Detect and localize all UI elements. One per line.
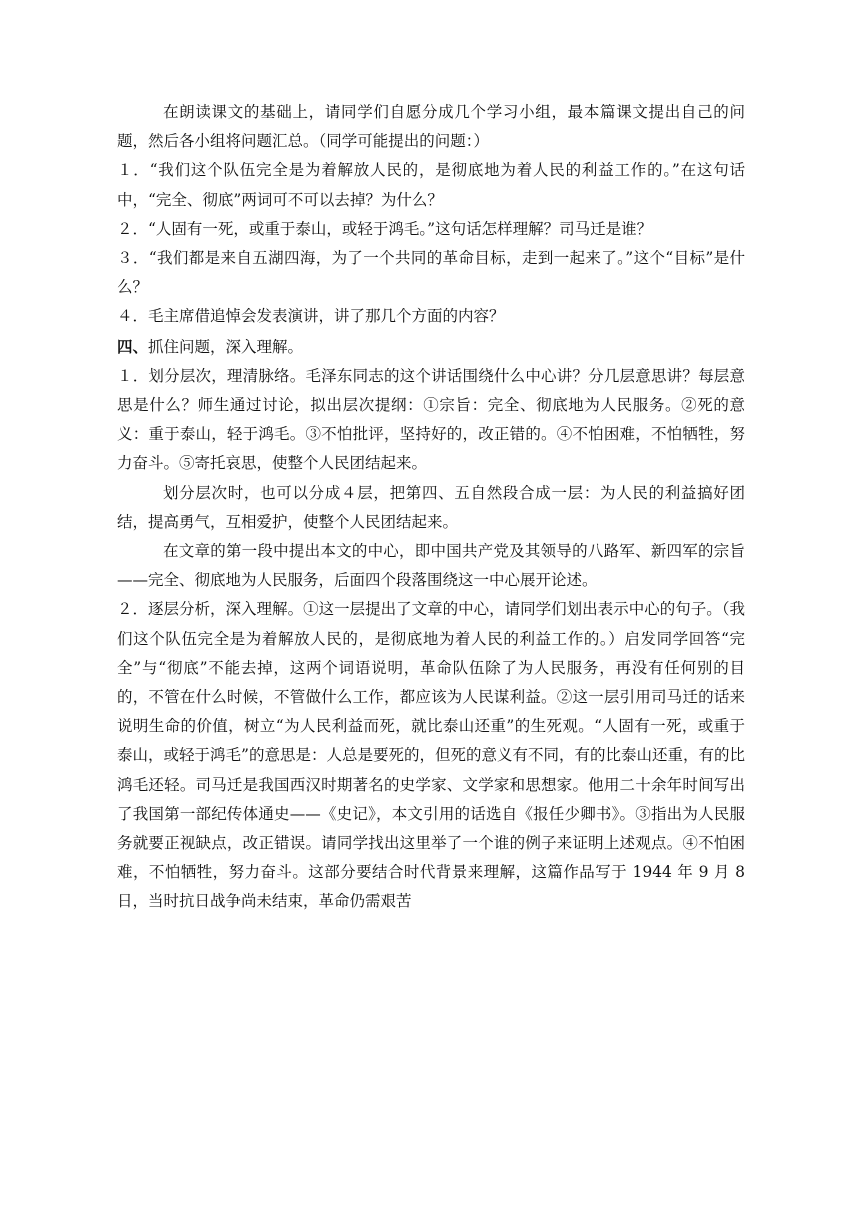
document-body	[117, 98, 745, 917]
layering-note-paragraph: 划分层次时，也可以分成４层，把第四、五自然段合成一层：为人民的利益搞好团结，提高勇气，互相爱护，使整个人民团结起来。	[117, 483, 745, 531]
question-1: １．“我们这个队伍完全是为着解放人民的，是彻底地为着人民的利益工作的。”在这句话中，“完全、彻底”两词可不可以去掉？为什么？	[117, 161, 745, 209]
question-3: ３．“我们都是来自五湖四海，为了一个共同的革命目标，走到一起来了。”这个“目标”是什么？	[117, 249, 745, 297]
step-1-paragraph: １．划分层次，理清脉络。毛泽东同志的这个讲话围绕什么中心讲？分几层意思讲？每层意思是什么？师生通过讨论，拟出层次提纲：①宗旨：完全、彻底地为人民服务。②死的意义：重于泰山，轻于鸿毛。③不怕批评，坚持好的，改正错的。④不怕困难，不怕牺牲，努力奋斗。⑤寄托哀思，使整个人民团结起来。	[117, 366, 745, 473]
question-4: ４．毛主席借追悼会发表演讲，讲了那几个方面的内容？	[117, 307, 505, 326]
step-2-paragraph: ２．逐层分析，深入理解。①这一层提出了文章的中心，请同学们划出表示中心的句子。（我们这个队伍完全是为着解放人民的，是彻底地为着人民的利益工作的。）启发同学回答“完全”与“彻底”不能去掉，这两个词语说明，革命队伍除了为人民服务，再没有任何别的目的，不管在什么时候，不管做什么工作，都应该为人民谋利益。②这一层引用司马迁的话来说明生命的价值，树立“为人民利益而死，就比泰山还重”的生死观。“人固有一死，或重于泰山，或轻于鸿毛”的意思是：人总是要死的，但死的意义有不同，有的比泰山还重，有的比鸿毛还轻。司马迁是我国西汉时期著名的史学家、文学家和思想家。他用二十余年时间写出了我国第一部纪传体通史——《史记》，本文引用的话选自《报任少卿书》。③指出为人民服务就要正视缺点，改正错误。请同学找出这里举了一个谁的例子来证明上述观点。④不怕困难，不怕牺牲，努力奋斗。这部分要结合时代背景来理解，这篇作品写于 1944 年 9 月 8 日，当时抗日战争尚未结束，革命仍需艰苦	[117, 600, 745, 911]
intro-paragraph: 在朗读课文的基础上，请同学们自愿分成几个学习小组，最本篇课文提出自己的问题，然后各小组将问题汇总。（同学可能提出的问题：）	[117, 103, 745, 151]
section-heading	[117, 332, 745, 362]
section-heading-text: 抓住问题，深入理解。	[148, 337, 304, 356]
center-idea-paragraph: 在文章的第一段中提出本文的中心，即中国共产党及其领导的八路军、新四军的宗旨——完全、彻底地为人民服务，后面四个段落围绕这一中心展开论述。	[117, 542, 745, 590]
section-heading-number: 四、	[117, 336, 149, 356]
question-2: ２．“人固有一死，或重于泰山，或轻于鸿毛。”这句话怎样理解？司马迁是谁？	[117, 219, 653, 238]
